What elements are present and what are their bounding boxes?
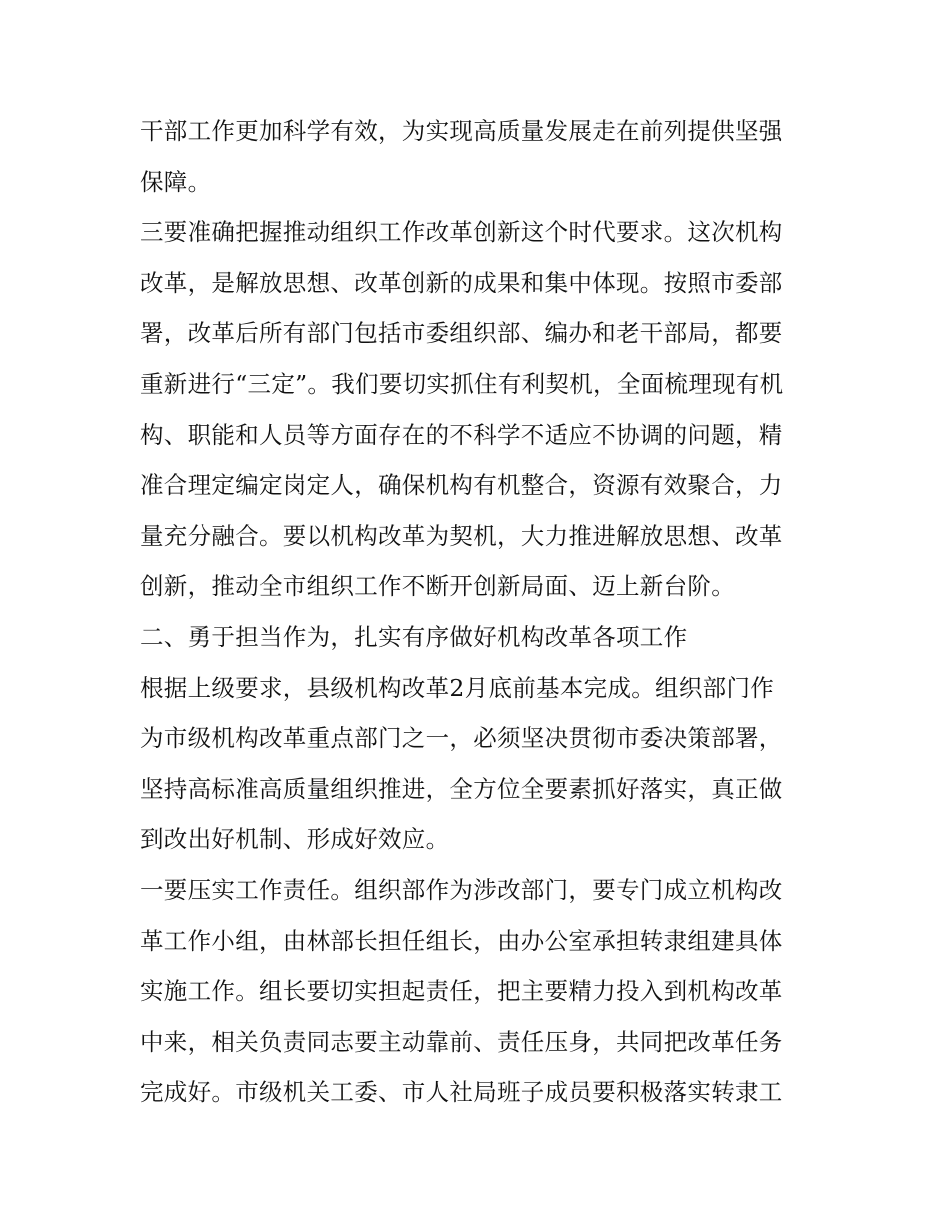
text-line: 革工作小组，由林部长担任组长，由办公室承担转隶组建具体 — [140, 926, 783, 955]
text-line: 为市级机构改革重点部门之一，必须坚决贯彻市委决策部署， — [140, 724, 783, 753]
text-line: 构、职能和人员等方面存在的不科学不适应不协调的问题，精 — [140, 420, 783, 449]
text-line: 实施工作。组长要切实担起责任，把主要精力投入到机构改革 — [140, 977, 783, 1006]
text-line: 准合理定编定岗定人，确保机构有机整合，资源有效聚合，力 — [140, 471, 783, 500]
text-line: 三要准确把握推动组织工作改革创新这个时代要求。这次机构 — [140, 218, 783, 247]
text-line: 坚持高标准高质量组织推进，全方位全要素抓好落实，真正做 — [140, 774, 783, 803]
text-line: 量充分融合。要以机构改革为契机，大力推进解放思想、改革 — [140, 521, 783, 550]
section-heading: 二、勇于担当作为，扎实有序做好机构改革各项工作 — [140, 622, 688, 651]
text-line: 完成好。市级机关工委、市人社局班子成员要积极落实转隶工 — [140, 1078, 783, 1107]
text-line: 一要压实工作责任。组织部作为涉改部门，要专门成立机构改 — [140, 875, 783, 904]
text-line: 署，改革后所有部门包括市委组织部、编办和老干部局，都要 — [140, 319, 783, 348]
document-body — [140, 106, 820, 1118]
text-line: 到改出好机制、形成好效应。 — [140, 825, 450, 854]
text-line: 干部工作更加科学有效，为实现高质量发展走在前列提供坚强 — [140, 117, 783, 145]
text-line: 创新，推动全市组织工作不断开创新局面、迈上新台阶。 — [140, 572, 735, 601]
text-line: 中来，相关负责同志要主动靠前、责任压身，共同把改革任务 — [140, 1027, 783, 1056]
text-line: 重新进行“三定”。我们要切实抓住有利契机，全面梳理现有机 — [140, 369, 784, 398]
text-line: 根据上级要求，县级机构改革2月底前基本完成。组织部门作 — [140, 673, 775, 702]
text-line: 改革，是解放思想、改革创新的成果和集中体现。按照市委部 — [140, 268, 783, 297]
text-line: 保障。 — [140, 167, 212, 196]
